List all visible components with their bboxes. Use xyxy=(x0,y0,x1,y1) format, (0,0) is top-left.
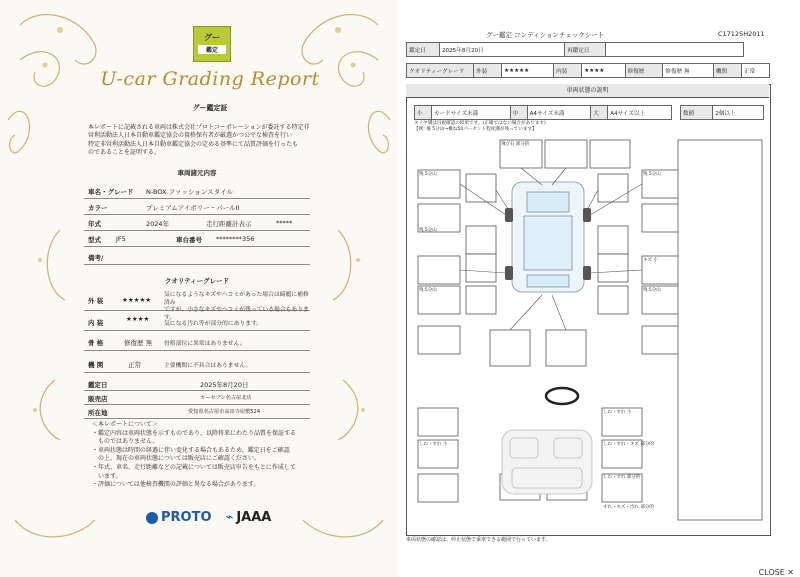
goo-appraisal-badge: グー 鑑定 xyxy=(193,26,231,62)
label-interior-r1: しわ・すれ 小 xyxy=(603,410,632,415)
engine-row: 機 関 正常 主要機関に不具合はありません。 xyxy=(84,356,310,373)
exterior-row: 外 装 ★★★★★ 気になるようなキズやヘコミがあった場合は綺麗に補修済み ですが、小さなキズやヘコミが残っている場合もあります。 xyxy=(84,290,310,311)
footer-note: 車両状態の確認は、停止状態で乗車できる範囲で行っています。 xyxy=(406,537,551,543)
label-interior-l1: しわ・すれ 小 xyxy=(419,442,448,447)
proto-mark-icon xyxy=(146,512,158,524)
remarks-row: 備考/ xyxy=(84,250,310,265)
vehicle-damage-diagram xyxy=(402,130,800,530)
close-button[interactable]: CLOSE ✕ xyxy=(758,568,794,577)
tire-note: タイヤ溝は目視確認の結果です。(正確ではない場合があります) 【例: 後 5分山→概ね50パーセント程度溝が残っています】 xyxy=(414,121,546,132)
model-row: 型式 JF5 車台番号 ********356 xyxy=(84,232,310,247)
quality-grade-table: クオリティーグレード 外装 ★★★★★ 内装 ★★★★ 修復歴 修復歴 無 機関 正常 xyxy=(406,63,770,78)
report-title: U-car Grading Report xyxy=(100,68,320,90)
appraisal-date-table: 鑑定日 2025年8月20日 再鑑定日 xyxy=(406,42,744,57)
quality-header: クオリティーグレード xyxy=(164,277,230,285)
damage-size-legend: 小 カードサイズ未満 中 A4サイズ未満 大 A4サイズ以上 xyxy=(414,105,672,120)
label-left-front-tire: 残 5分山 xyxy=(419,172,437,177)
label-left-rear-tire: 残 5分山 xyxy=(419,288,437,293)
proto-logo: PROTO xyxy=(146,510,212,525)
label-interior-r4: すれ・キズ・汚れ 部分的 xyxy=(603,505,654,510)
label-interior-r3: しわ・すれ 部分的 xyxy=(603,475,641,480)
report-notes: ＜本レポートについて＞ ・鑑定内容は車両状態を示すものであり、以降将来にわたり品質を保証する ものではありません。 ・車両状態は時間の経過に伴い変化する場合もあるため、鑑定日をご確認 の上、現在の車両状態については販売店にご確認ください。 ・年式、車名、走行距離などの記載については販売店申告をもとに作成して います。 ・評価については他検査機関の評価と異なる場合があります。 xyxy=(92,421,297,489)
jaaa-logo: ⌁ JAAA xyxy=(225,510,272,525)
label-left-mid: 残 5分山 xyxy=(419,228,437,233)
document-id: C17125H2011 xyxy=(718,30,765,38)
interior-row: 内 装 ★★★★ 気になる汚れ等が部分的にあります。 xyxy=(84,314,310,331)
frame-row: 骨 格 修復歴 無 骨格部位に異常はありません。 xyxy=(84,334,310,351)
year-row: 年式 2024年 走行距離計表示 ***** xyxy=(84,216,310,231)
intro-text: 本レポートに記載される車両は株式会社プロトコーポレーションが委託する特定非 営利活動法人日本自動車鑑定協会の資格保有者が厳選かつ公平な検査を行い 特定非営利活動法人日本自動車鑑定協会の定める基準にて品質評価を行ったも のであることを証明する。 xyxy=(88,124,310,157)
count-legend: 数値 2個以上 xyxy=(680,105,764,120)
grading-report-certificate xyxy=(0,0,398,577)
address-row: 所在地 愛知県名古屋市高田寺屋敷524 xyxy=(84,406,310,419)
color-row: カラー プレミアムアイボリー・パールII xyxy=(84,200,310,215)
date-row: 鑑定日 2025年8月20日 xyxy=(84,378,310,391)
steering-wheel-icon xyxy=(546,388,578,404)
label-front-bumper: 飛び石 部分的 xyxy=(501,142,530,147)
logo-bar xyxy=(146,510,271,525)
label-interior-r2: しわ・すれ・キズ 部分的 xyxy=(603,442,654,447)
label-right-mid: キズ 小 xyxy=(643,258,658,263)
sheet-title: グー鑑定 コンディションチェックシート xyxy=(486,31,605,39)
section-title: 車両状態の説明 xyxy=(406,84,769,98)
dealer-row: 販売店 カーセブン名古屋北店 xyxy=(84,392,310,405)
label-right-rear-tire: 残 5分山 xyxy=(643,288,661,293)
grade-row: 車名・グレード N-BOX ファッションスタイル xyxy=(84,184,310,199)
condition-check-sheet xyxy=(402,0,800,577)
label-right-front-tire: 残 5分山 xyxy=(643,172,661,177)
report-subtitle: グー鑑定証 xyxy=(192,104,228,112)
specs-header: 車両諸元内容 xyxy=(177,169,217,177)
